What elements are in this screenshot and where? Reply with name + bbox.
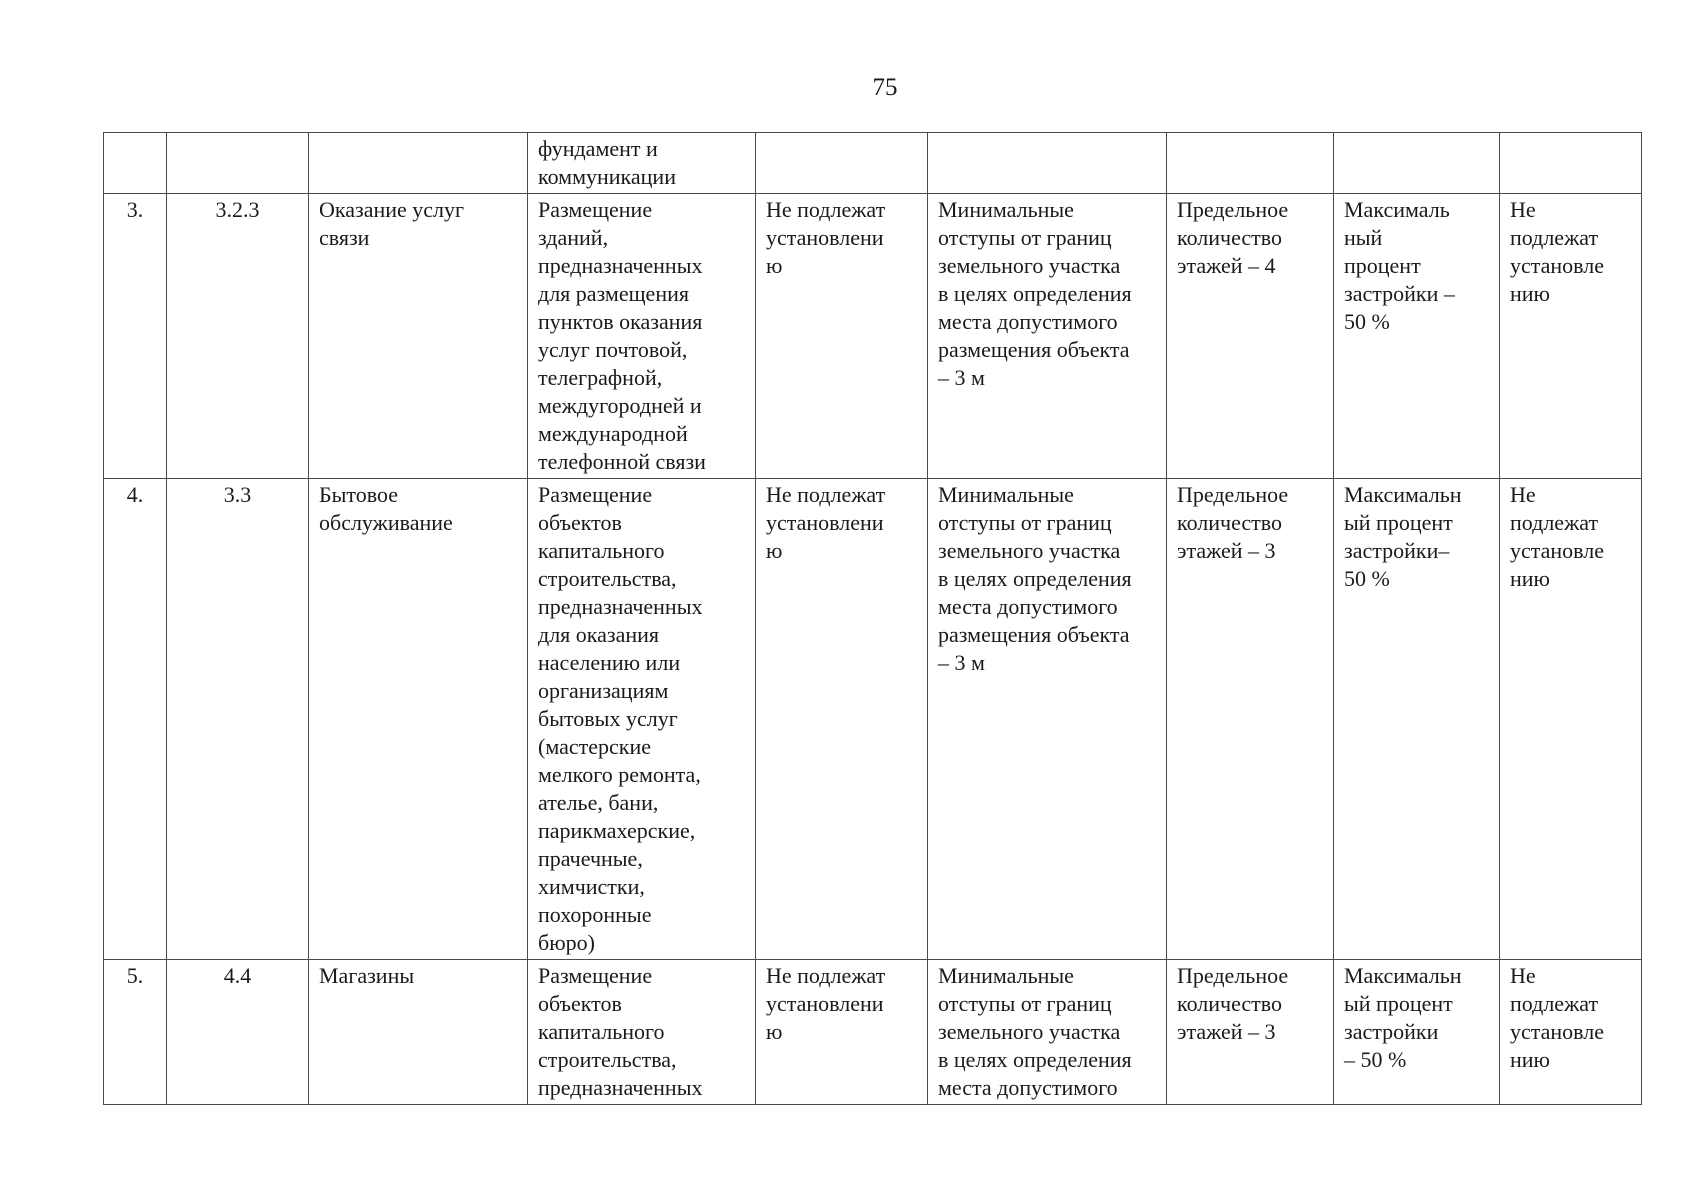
column-9-cell: Не подлежат установле нию <box>1500 960 1642 1105</box>
setback-cell: Минимальные отступы от границ земельного участка в целях определения места допустимого размещения объекта – 3 м <box>928 194 1167 479</box>
use-name-cell <box>309 133 528 194</box>
setback-cell: Минимальные отступы от границ земельного участка в целях определения места допустимого размещения объекта – 3 м <box>928 479 1167 960</box>
row-number-cell <box>104 133 167 194</box>
building-coverage-cell: Максималь ный процент застройки – 50 % <box>1334 194 1500 479</box>
description-cell: Размещение объектов капитального строительства, предназначенных <box>528 960 756 1105</box>
table-row <box>104 194 1642 479</box>
description-cell: фундамент и коммуникации <box>528 133 756 194</box>
zoning-table <box>103 132 1642 1105</box>
column-5-cell: Не подлежат установлени ю <box>756 960 928 1105</box>
column-5-cell <box>756 133 928 194</box>
row-number-cell: 5. <box>104 960 167 1105</box>
floors-cell <box>1167 133 1334 194</box>
floors-cell: Предельное количество этажей – 4 <box>1167 194 1334 479</box>
column-9-cell: Не подлежат установле нию <box>1500 194 1642 479</box>
code-cell: 4.4 <box>167 960 309 1105</box>
setback-cell <box>928 133 1167 194</box>
description-cell: Размещение зданий, предназначенных для размещения пунктов оказания услуг почтовой, телеграфной, междугородней и международной телефонной связи <box>528 194 756 479</box>
table-row <box>104 960 1642 1105</box>
table-row <box>104 133 1642 194</box>
floors-cell: Предельное количество этажей – 3 <box>1167 960 1334 1105</box>
page-number: 75 <box>872 74 898 101</box>
floors-cell: Предельное количество этажей – 3 <box>1167 479 1334 960</box>
building-coverage-cell: Максимальн ый процент застройки– 50 % <box>1334 479 1500 960</box>
description-cell: Размещение объектов капитального строительства, предназначенных для оказания населению или организациям бытовых услуг (мастерские мелкого ремонта, ателье, бани, парикмахерские, прачечные, химчистки, похоронные бюро) <box>528 479 756 960</box>
column-9-cell <box>1500 133 1642 194</box>
code-cell: 3.2.3 <box>167 194 309 479</box>
building-coverage-cell <box>1334 133 1500 194</box>
column-5-cell: Не подлежат установлени ю <box>756 479 928 960</box>
row-number-cell: 3. <box>104 194 167 479</box>
setback-cell: Минимальные отступы от границ земельного участка в целях определения места допустимого <box>928 960 1167 1105</box>
code-cell <box>167 133 309 194</box>
column-9-cell: Не подлежат установле нию <box>1500 479 1642 960</box>
table-row <box>104 479 1642 960</box>
row-number-cell: 4. <box>104 479 167 960</box>
code-cell: 3.3 <box>167 479 309 960</box>
building-coverage-cell: Максимальн ый процент застройки – 50 % <box>1334 960 1500 1105</box>
use-name-cell: Магазины <box>309 960 528 1105</box>
use-name-cell: Бытовое обслуживание <box>309 479 528 960</box>
use-name-cell: Оказание услуг связи <box>309 194 528 479</box>
column-5-cell: Не подлежат установлени ю <box>756 194 928 479</box>
